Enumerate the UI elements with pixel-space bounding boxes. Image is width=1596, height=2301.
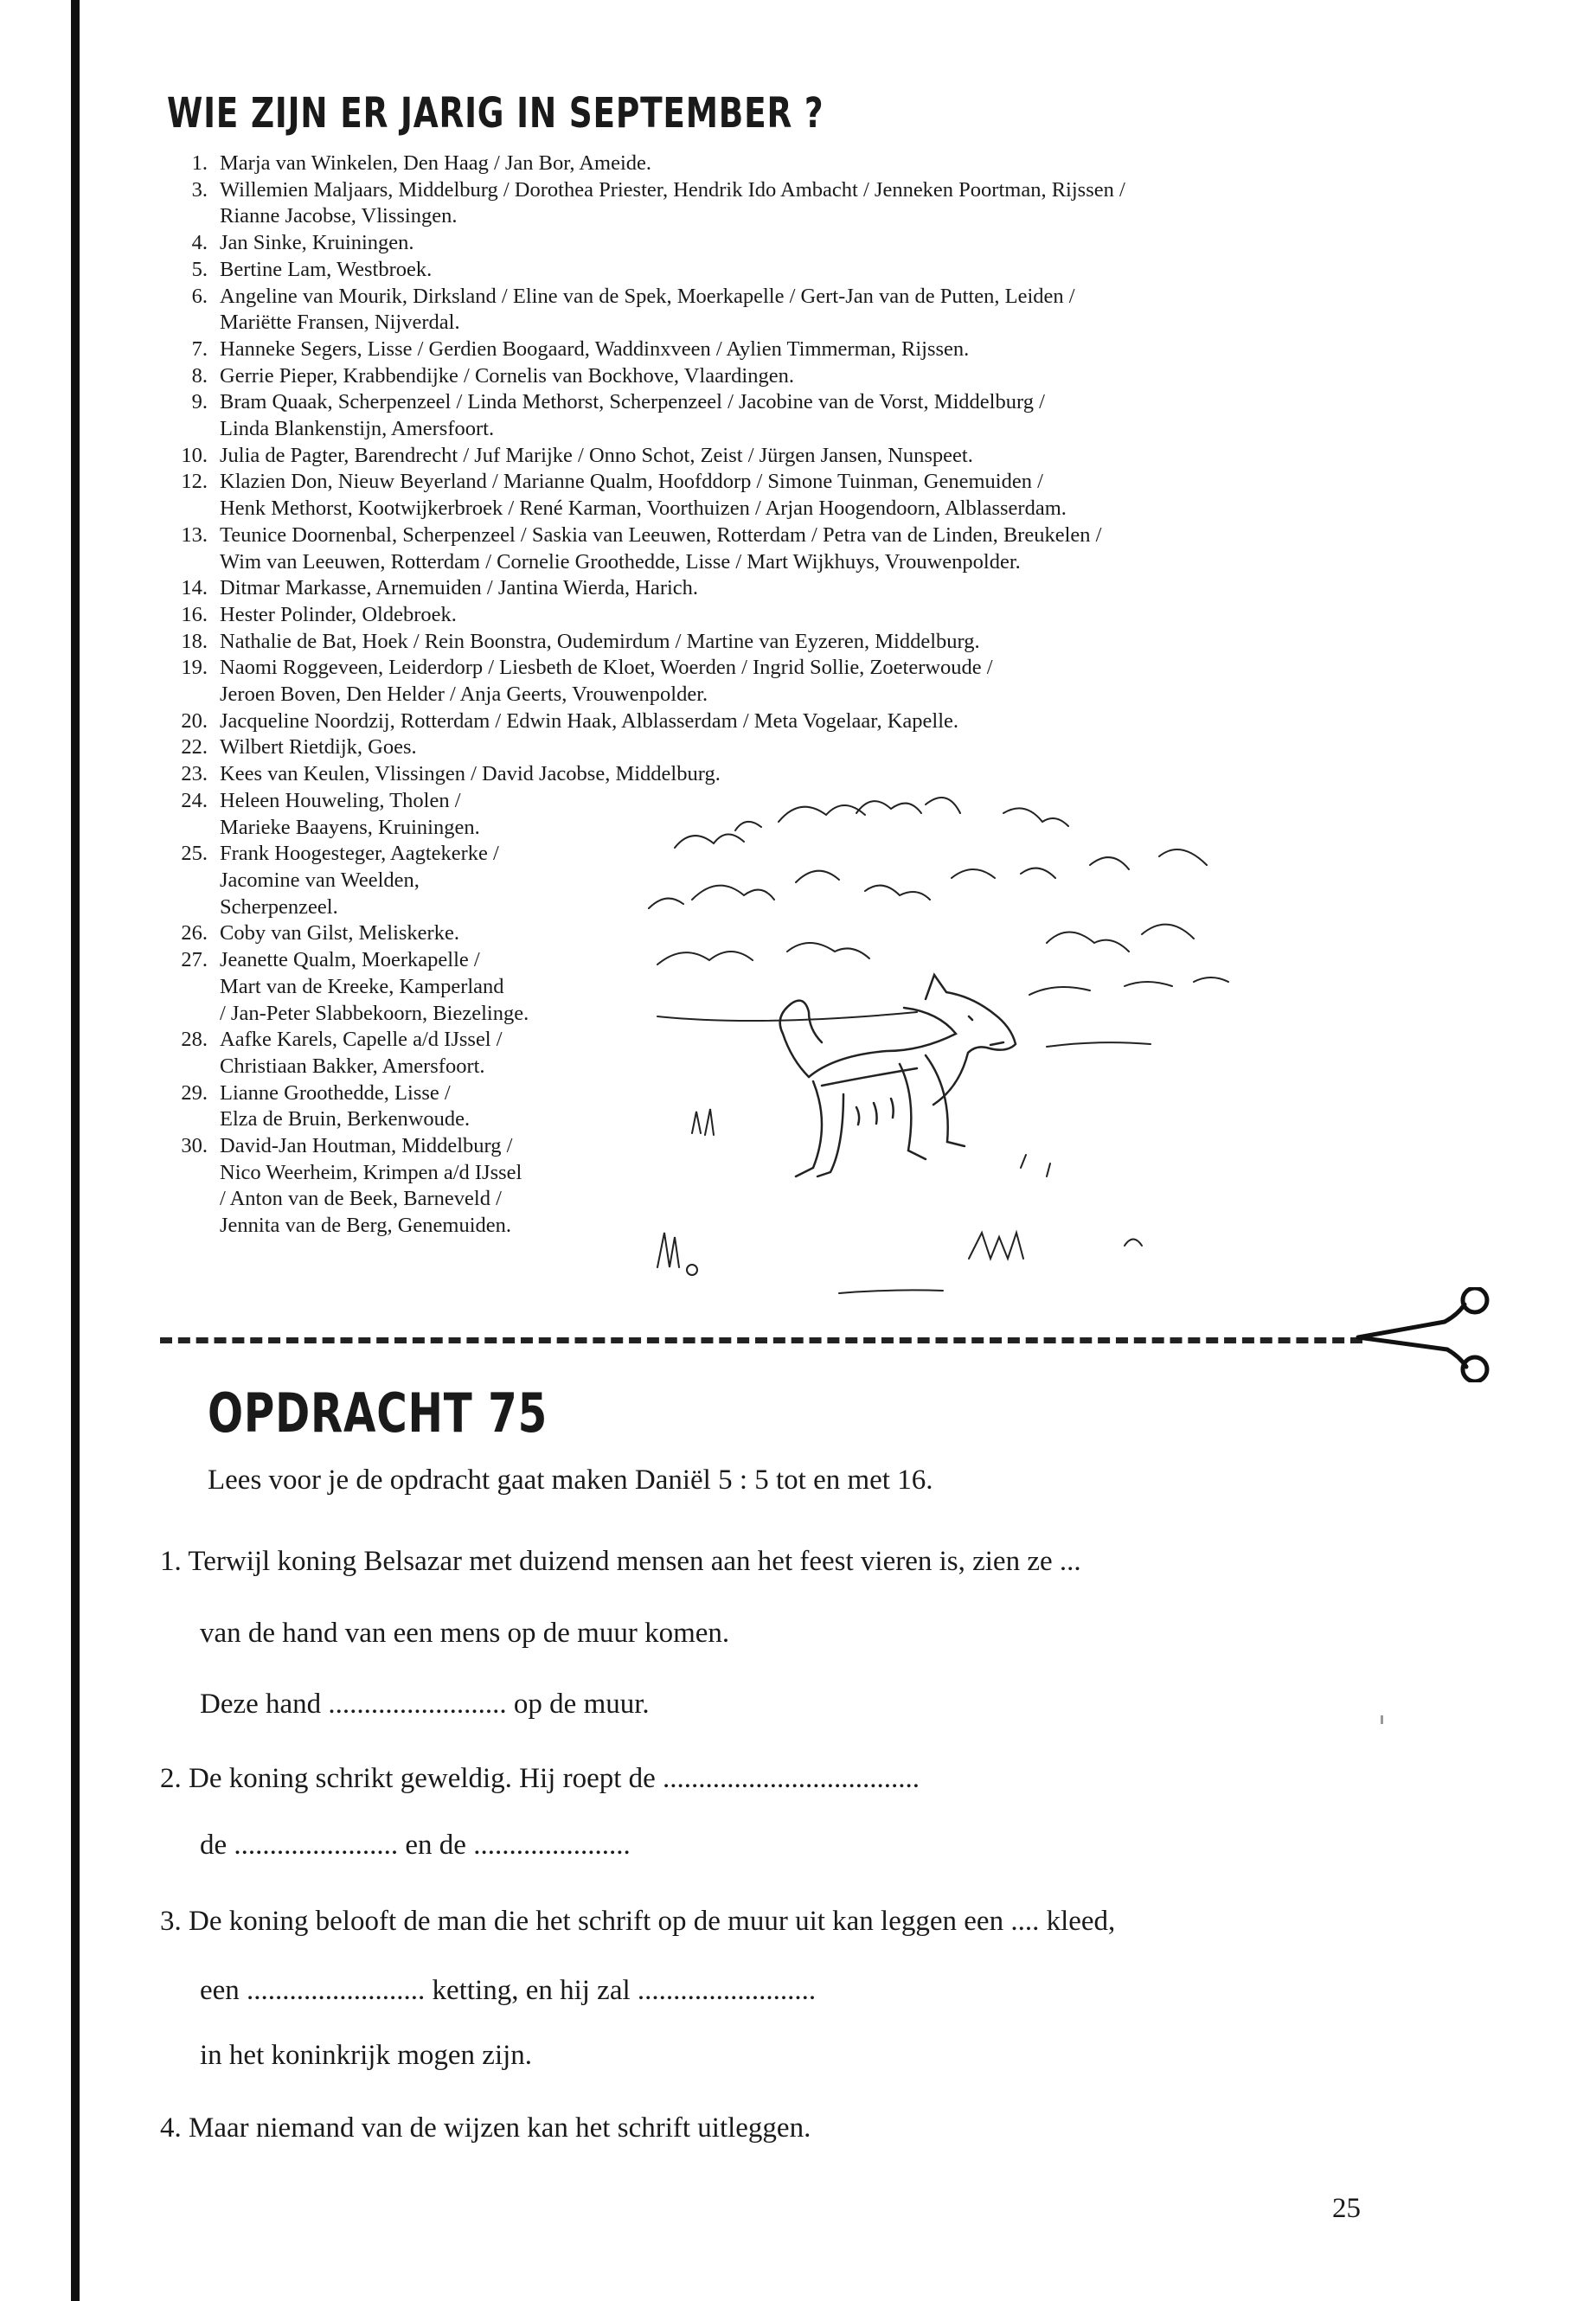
cloud-scribble [856, 798, 1068, 826]
birthday-entry [164, 655, 1410, 708]
scissors-icon [1354, 1287, 1501, 1382]
birthday-names-line: Jacomine van Weelden, [220, 868, 420, 892]
birthday-day: 19. [181, 656, 208, 680]
birthdays-title: WIE ZIJN ER JARIG IN SEPTEMBER ? [167, 89, 824, 138]
birthday-names-line: Heleen Houweling, Tholen / [220, 788, 461, 812]
cloud-scribble [675, 805, 865, 848]
birthday-day: 5. [191, 257, 208, 281]
birthday-day: 6. [191, 284, 208, 308]
birthday-names [220, 284, 1410, 336]
birthday-names-line: Bram Quaak, Scherpenzeel / Linda Methorst, Scherpenzeel / Jacobine van de Vorst, Middelburg / [220, 390, 1045, 414]
birthday-day: 12. [181, 470, 208, 494]
birthday-names-line: Ditmar Markasse, Arnemuiden / Jantina Wierda, Harich. [220, 576, 699, 600]
birthday-entry [164, 363, 1410, 390]
birthday-day: 8. [191, 363, 208, 388]
birthday-day: 20. [181, 708, 208, 733]
birthday-entry [164, 734, 1410, 761]
question-line: in het koninkrijk mogen zijn. [200, 2040, 533, 2071]
birthday-names [220, 230, 1410, 257]
birthday-entry [164, 151, 1410, 177]
grass-tufts [1021, 1042, 1151, 1246]
birthday-names [220, 469, 1410, 522]
birthday-entry [164, 443, 1410, 470]
birthday-names [220, 522, 1410, 575]
birthday-names-line: Linda Blankenstijn, Amersfoort. [220, 417, 495, 441]
birthday-entry [164, 389, 1410, 442]
question-line: 2. De koning schrikt geweldig. Hij roept de .................................... [160, 1763, 920, 1794]
birthday-day: 4. [191, 231, 208, 255]
birthday-entry [164, 336, 1410, 363]
birthday-names-line: Jeroen Boven, Den Helder / Anja Geerts, Vrouwenpolder. [220, 683, 708, 707]
birthday-entry [164, 708, 1410, 735]
birthday-day: 3. [191, 177, 208, 202]
birthday-names-line: David-Jan Houtman, Middelburg / [220, 1134, 513, 1158]
birthday-names-line: Lianne Groothedde, Lisse / [220, 1080, 451, 1105]
birthday-names-line: Klazien Don, Nieuw Beyerland / Marianne Qualm, Hoofddorp / Simone Tuinman, Genemuiden / [220, 470, 1043, 494]
birthday-names [220, 575, 1410, 602]
birthday-names [220, 655, 1410, 708]
cloud-scribble [649, 871, 930, 908]
birthday-names-line: Nathalie de Bat, Hoek / Rein Boonstra, Oudemirdum / Martine van Eyzeren, Middelburg. [220, 629, 980, 653]
birthday-day: 14. [181, 576, 208, 600]
birthday-names-line: / Anton van de Beek, Barneveld / [220, 1187, 502, 1211]
birthday-entry [164, 629, 1410, 656]
cut-line [160, 1337, 1362, 1343]
birthday-day: 23. [181, 762, 208, 786]
birthday-names-line: Marja van Winkelen, Den Haag / Jan Bor, Ameide. [220, 151, 652, 175]
birthday-names [220, 443, 1410, 470]
birthday-names-line: Wim van Leeuwen, Rotterdam / Cornelie Groothedde, Lisse / Mart Wijkhuys, Vrouwenpolder. [220, 549, 1021, 574]
birthday-day: 1. [191, 151, 208, 175]
birthday-day: 29. [181, 1080, 208, 1105]
birthday-entry [164, 257, 1410, 284]
birthday-names [220, 177, 1410, 230]
birthday-names-line: Marieke Baayens, Kruiningen. [220, 815, 480, 839]
birthday-names-line: Wilbert Rietdijk, Goes. [220, 735, 417, 760]
birthday-names-line: Hanneke Segers, Lisse / Gerdien Boogaard, Waddinxveen / Aylien Timmerman, Rijssen. [220, 336, 970, 361]
birthday-entry [164, 284, 1410, 336]
birthday-names-line: Mariëtte Fransen, Nijverdal. [220, 311, 460, 335]
birthday-names [220, 734, 1410, 761]
birthday-names-line: Angeline van Mourik, Dirksland / Eline van de Spek, Moerkapelle / Gert-Jan van de Putten, Leiden / [220, 284, 1075, 308]
grass-line [657, 1012, 917, 1021]
birthday-entry [164, 602, 1410, 629]
birthday-names [220, 389, 1410, 442]
binding-edge [71, 0, 80, 2301]
birthday-names-line: Jeanette Qualm, Moerkapelle / [220, 948, 480, 972]
birthday-names [220, 761, 1410, 788]
birthday-names [220, 336, 1410, 363]
birthday-names-line: Willemien Maljaars, Middelburg / Dorothea Priester, Hendrik Ido Ambacht / Jenneken Poortman, Rijssen / [220, 177, 1125, 202]
birthday-day: 10. [181, 443, 208, 467]
birthday-names-line: Julia de Pagter, Barendrecht / Juf Marijke / Onno Schot, Zeist / Jürgen Jansen, Nunspeet. [220, 443, 973, 467]
birthday-names-line: Coby van Gilst, Meliskerke. [220, 921, 459, 945]
assignment-title: OPDRACHT 75 [208, 1381, 548, 1445]
question-line: een ......................... ketting, en hij zal ......................... [200, 1975, 817, 2006]
birthday-day: 7. [191, 336, 208, 361]
birthday-names-line: Naomi Roggeveen, Leiderdorp / Liesbeth de Kloet, Woerden / Ingrid Sollie, Zoeterwoude / [220, 656, 993, 680]
birthday-day: 24. [181, 788, 208, 812]
dog-illustration [640, 796, 1401, 1315]
birthday-entry [164, 522, 1410, 575]
birthday-day: 13. [181, 522, 208, 547]
birthday-day: 26. [181, 921, 208, 945]
dog-figure [780, 975, 1016, 1176]
birthday-entry [164, 177, 1410, 230]
birthday-day: 25. [181, 842, 208, 866]
birthday-names-line: Nico Weerheim, Krimpen a/d IJssel [220, 1160, 522, 1184]
question-line: van de hand van een mens op de muur komen. [200, 1618, 730, 1649]
question-line: 3. De koning belooft de man die het schrift op de muur uit kan leggen een .... kleed, [160, 1906, 1116, 1937]
page-number: 25 [1332, 2193, 1361, 2224]
question-line: de ....................... en de ...................... [200, 1830, 631, 1861]
birthday-names [220, 151, 1410, 177]
cloud-scribble [657, 925, 1194, 965]
birthday-names-line: Mart van de Kreeke, Kamperland [220, 974, 504, 998]
birthday-day: 9. [191, 390, 208, 414]
birthday-entry [164, 469, 1410, 522]
birthday-names-line: Frank Hoogesteger, Aagtekerke / [220, 842, 499, 866]
question-line: Deze hand ......................... op de muur. [200, 1689, 650, 1720]
birthday-names [220, 602, 1410, 629]
birthday-day: 18. [181, 629, 208, 653]
birthday-names-line: / Jan-Peter Slabbekoorn, Biezelinge. [220, 1001, 529, 1025]
birthday-names-line: Henk Methorst, Kootwijkerbroek / René Karman, Voorthuizen / Arjan Hoogendoorn, Alblasserdam. [220, 497, 1067, 521]
birthday-names-line: Jan Sinke, Kruiningen. [220, 231, 414, 255]
birthday-names-line: Hester Polinder, Oldebroek. [220, 602, 457, 626]
birthday-names [220, 363, 1410, 390]
birthday-day: 30. [181, 1134, 208, 1158]
birthday-names-line: Christiaan Bakker, Amersfoort. [220, 1054, 485, 1078]
birthday-names [220, 257, 1410, 284]
birthday-day: 22. [181, 735, 208, 760]
birthday-day: 28. [181, 1028, 208, 1052]
birthday-names-line: Teunice Doornenbal, Scherpenzeel / Saskia van Leeuwen, Rotterdam / Petra van de Linden, Breukelen / [220, 522, 1102, 547]
cloud-scribble [1029, 977, 1228, 995]
birthday-names-line: Jennita van de Berg, Genemuiden. [220, 1214, 512, 1238]
question-line: 4. Maar niemand van de wijzen kan het schrift uitleggen. [160, 2112, 811, 2144]
birthday-day: 16. [181, 602, 208, 626]
birthday-names-line: Gerrie Pieper, Krabbendijke / Cornelis van Bockhove, Vlaardingen. [220, 363, 794, 388]
birthday-names-line: Kees van Keulen, Vlissingen / David Jacobse, Middelburg. [220, 762, 721, 786]
birthday-entry [164, 230, 1410, 257]
scan-speck [1381, 1715, 1383, 1724]
cloud-scribble [952, 849, 1207, 878]
birthday-entry [164, 761, 1410, 788]
birthday-names-line: Bertine Lam, Westbroek. [220, 257, 433, 281]
birthday-names-line: Rianne Jacobse, Vlissingen. [220, 204, 458, 228]
birthday-names-line: Jacqueline Noordzij, Rotterdam / Edwin Haak, Alblasserdam / Meta Vogelaar, Kapelle. [220, 708, 959, 733]
birthday-entry [164, 575, 1410, 602]
birthday-names [220, 708, 1410, 735]
birthday-names [220, 629, 1410, 656]
birthday-names-line: Elza de Bruin, Berkenwoude. [220, 1107, 471, 1131]
birthday-names-line: Scherpenzeel. [220, 894, 338, 919]
assignment-intro: Lees voor je de opdracht gaat maken Daniël 5 : 5 tot en met 16. [208, 1465, 933, 1496]
birthday-names-line: Aafke Karels, Capelle a/d IJssel / [220, 1028, 503, 1052]
question-line: 1. Terwijl koning Belsazar met duizend mensen aan het feest vieren is, zien ze ... [160, 1546, 1081, 1577]
birthday-day: 27. [181, 948, 208, 972]
